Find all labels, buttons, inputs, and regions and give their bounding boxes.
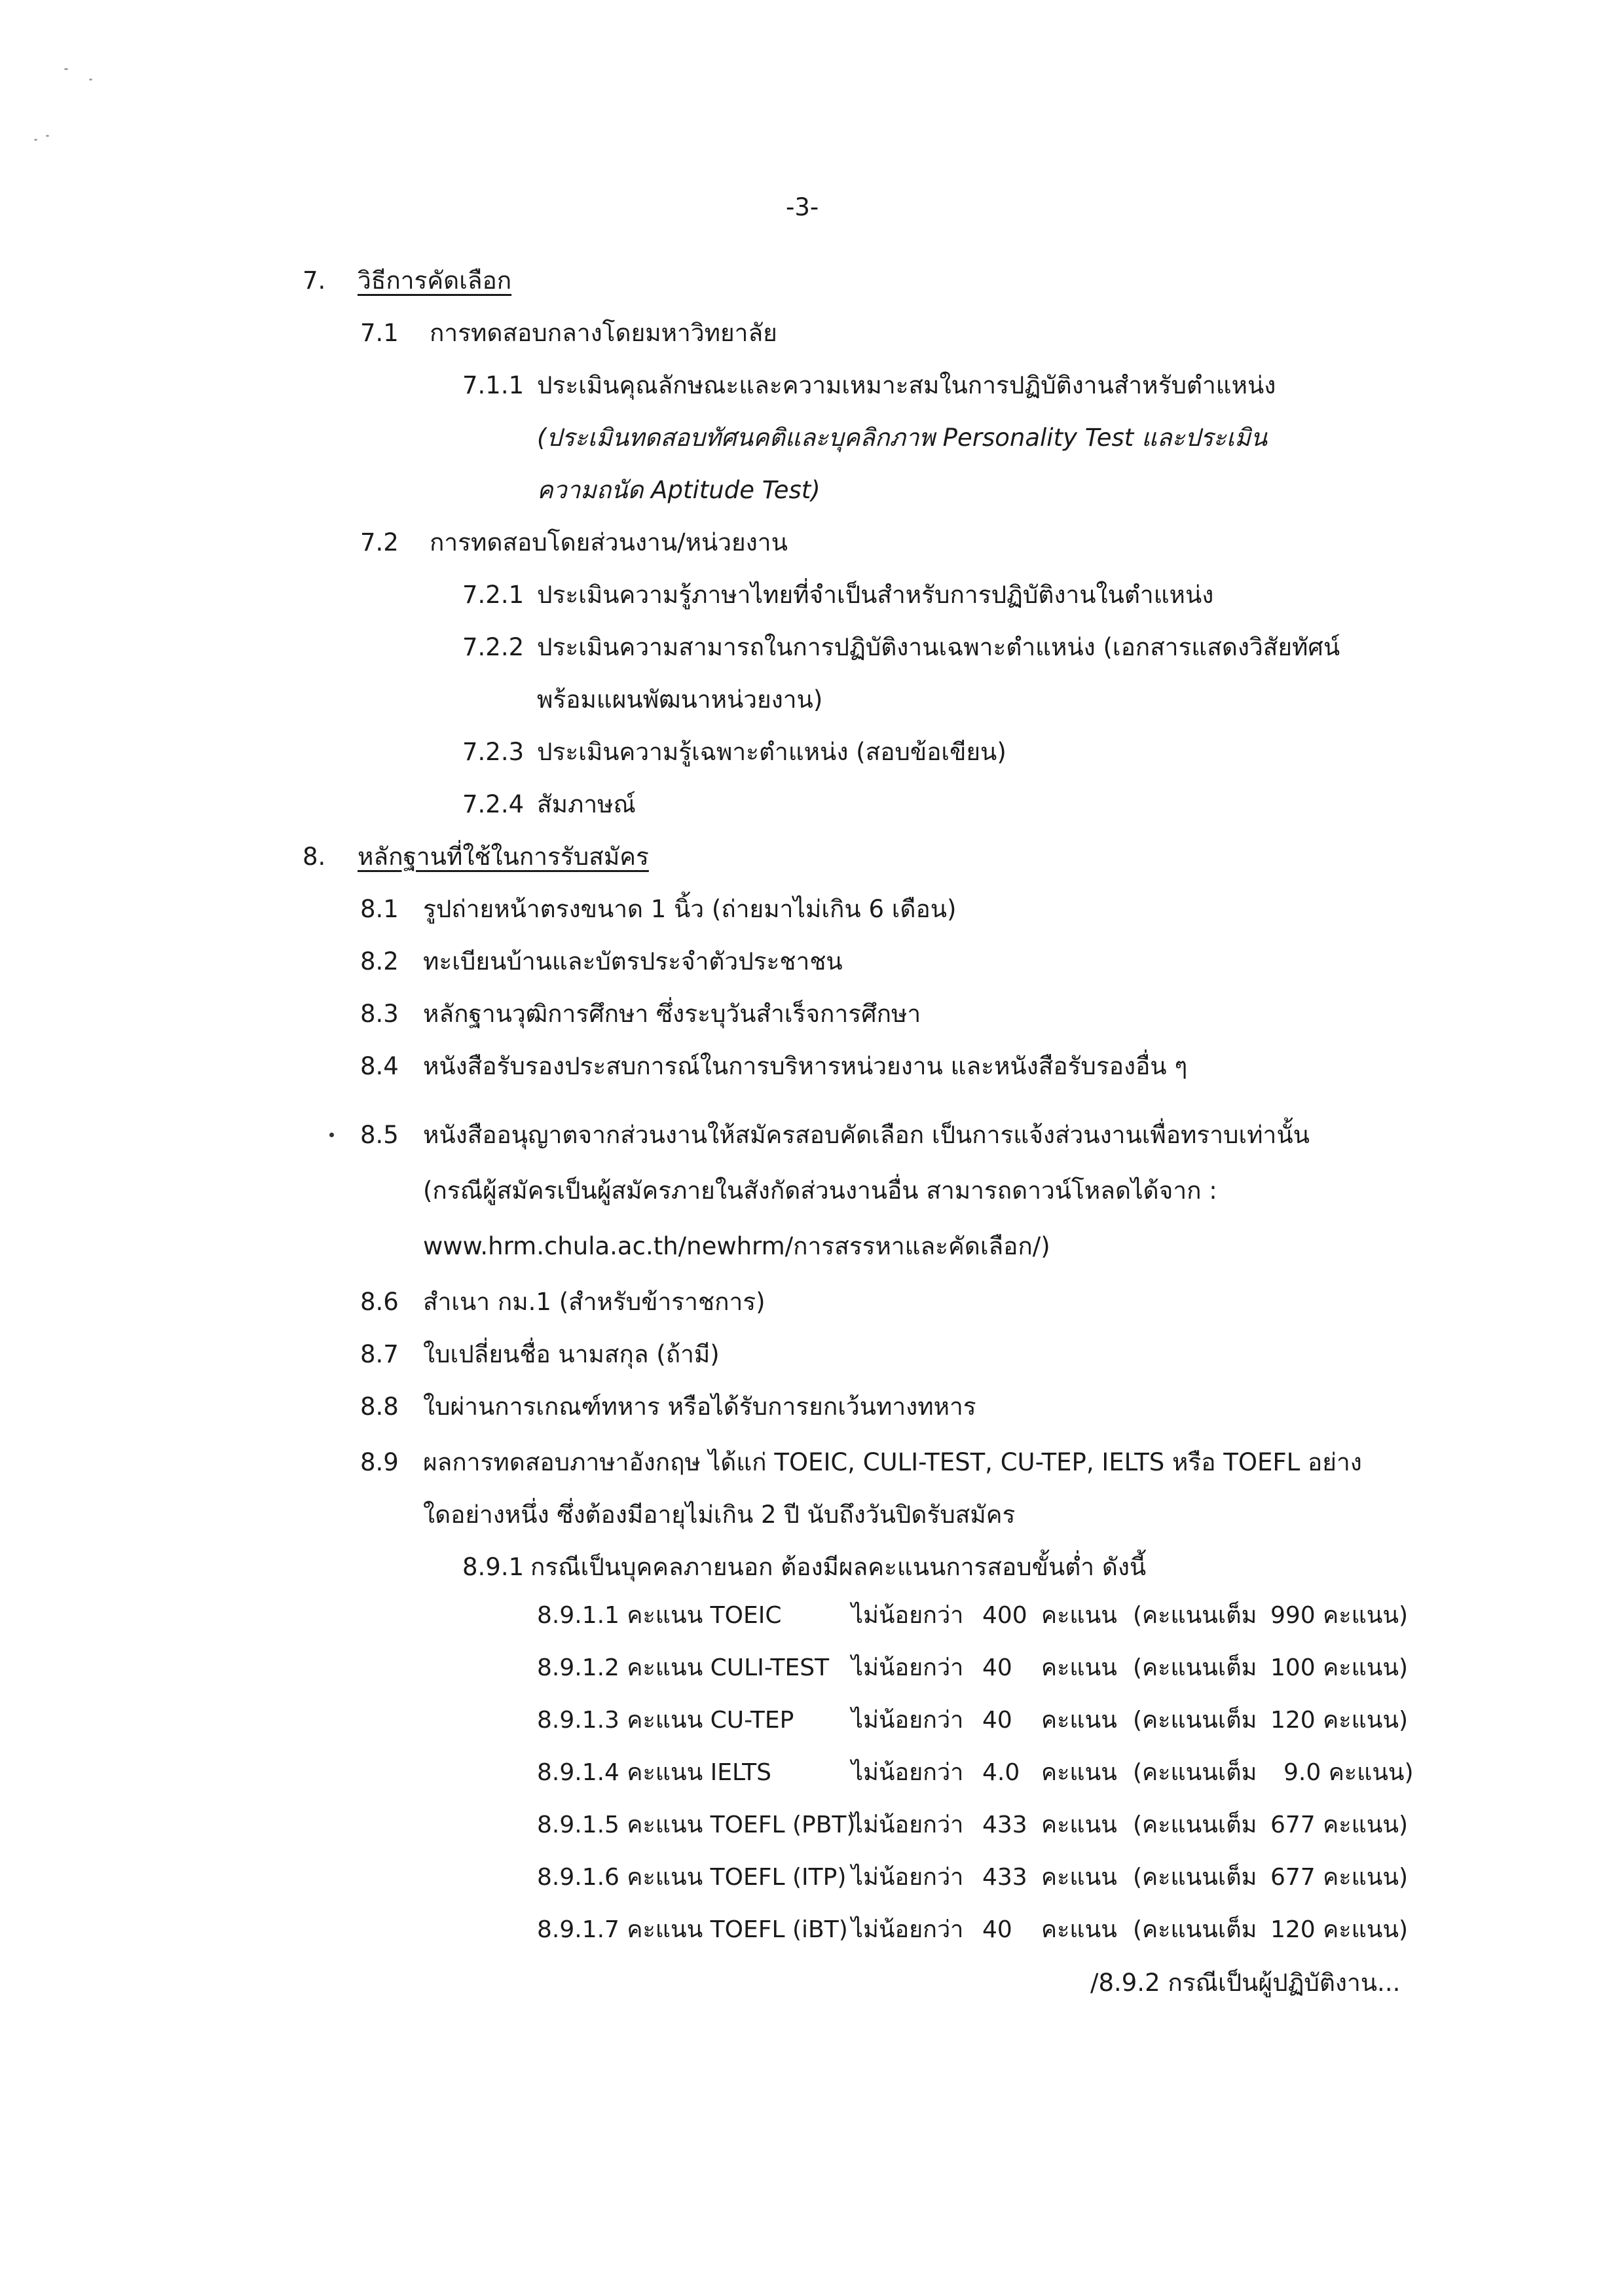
item-8-3-text: หลักฐานวุฒิการศึกษา ซึ่งระบุวันสำเร็จการศึกษา: [423, 1000, 921, 1028]
item-8-1-text: รูปถ่ายหน้าตรงขนาด 1 นิ้ว (ถ่ายมาไม่เกิน 6 เดือน): [423, 895, 957, 923]
score-full-text: (คะแนนเต็ม: [1133, 1916, 1257, 1943]
score-min-text: ไม่น้อยกว่า: [851, 1812, 964, 1838]
score-full-text: (คะแนนเต็ม: [1133, 1864, 1257, 1891]
section-7-1-1-line3: ความถนัด Aptitude Test): [537, 476, 821, 504]
score-unit: คะแนน: [1041, 1654, 1117, 1681]
score-label: 8.9.1.5 คะแนน TOEFL (PBT): [537, 1812, 856, 1838]
score-unit: คะแนน: [1041, 1707, 1117, 1734]
score-min-value: 433: [982, 1812, 1027, 1838]
score-min-value: 400: [982, 1602, 1027, 1629]
score-label: 8.9.1.7 คะแนน TOEFL (iBT): [537, 1916, 848, 1943]
item-8-7-text: ใบเปลี่ยนชื่อ นามสกุล (ถ้ามี): [423, 1340, 720, 1368]
score-label: 8.9.1.1 คะแนน TOEIC: [537, 1602, 782, 1629]
item-8-6-text: สำเนา กม.1 (สำหรับข้าราชการ): [423, 1288, 766, 1316]
score-min-text: ไม่น้อยกว่า: [851, 1707, 964, 1734]
score-min-value: 40: [982, 1707, 1012, 1734]
item-8-8-number: 8.8: [360, 1393, 399, 1421]
score-min-value: 433: [982, 1864, 1027, 1891]
section-7-1-title: การทดสอบกลางโดยมหาวิทยาลัย: [430, 319, 777, 347]
item-8-7-number: 8.7: [360, 1340, 399, 1368]
score-min-value: 40: [982, 1916, 1012, 1943]
score-label: 8.9.1.3 คะแนน CU-TEP: [537, 1707, 794, 1734]
score-full-text: (คะแนนเต็ม: [1133, 1759, 1257, 1786]
score-full-text: (คะแนนเต็ม: [1133, 1654, 1257, 1681]
continuation-note: /8.9.2 กรณีเป็นผู้ปฏิบัติงาน...: [1090, 1969, 1401, 1997]
section-7-2-1-number: 7.2.1: [462, 581, 525, 609]
item-8-9-1-title: กรณีเป็นบุคคลภายนอก ต้องมีผลคะแนนการสอบขั้นต่ำ ดังนี้: [530, 1553, 1147, 1581]
item-8-4-number: 8.4: [360, 1052, 399, 1080]
score-full-text: (คะแนนเต็ม: [1133, 1812, 1257, 1838]
score-full-value: 990 คะแนน): [1270, 1602, 1409, 1629]
score-min-text: ไม่น้อยกว่า: [851, 1759, 964, 1786]
item-8-5-number: 8.5: [360, 1121, 399, 1149]
section-7-title: วิธีการคัดเลือก: [358, 266, 512, 295]
score-full-value: 120 คะแนน): [1270, 1916, 1409, 1943]
score-min-value: 4.0: [982, 1759, 1020, 1786]
section-7-2-1-text: ประเมินความรู้ภาษาไทยที่จำเป็นสำหรับการปฏิบัติงานในตำแหน่ง: [537, 581, 1214, 609]
section-7-2-2-line2: พร้อมแผนพัฒนาหน่วยงาน): [537, 685, 823, 714]
item-8-2-text: ทะเบียนบ้านและบัตรประจำตัวประชาชน: [423, 947, 843, 975]
score-unit: คะแนน: [1041, 1916, 1117, 1943]
score-unit: คะแนน: [1041, 1812, 1117, 1838]
score-min-text: ไม่น้อยกว่า: [851, 1602, 964, 1629]
item-8-6-number: 8.6: [360, 1288, 399, 1316]
score-min-text: ไม่น้อยกว่า: [851, 1864, 964, 1891]
score-unit: คะแนน: [1041, 1602, 1117, 1629]
item-8-9-line1: ผลการทดสอบภาษาอังกฤษ ได้แก่ TOEIC, CULI-TEST, CU-TEP, IELTS หรือ TOEFL อย่าง: [423, 1448, 1362, 1476]
score-label: 8.9.1.6 คะแนน TOEFL (ITP): [537, 1864, 847, 1891]
item-8-9-1-number: 8.9.1: [462, 1553, 525, 1581]
section-7-2-number: 7.2: [360, 528, 399, 556]
score-full-text: (คะแนนเต็ม: [1133, 1707, 1257, 1734]
scan-speck: [329, 1133, 334, 1137]
score-full-text: (คะแนนเต็ม: [1133, 1602, 1257, 1629]
item-8-5-line1: หนังสืออนุญาตจากส่วนงานให้สมัครสอบคัดเลือก เป็นการแจ้งส่วนงานเพื่อทราบเท่านั้น: [423, 1121, 1310, 1149]
section-7-2-4-text: สัมภาษณ์: [537, 790, 636, 818]
section-7-1-1-number: 7.1.1: [462, 371, 525, 399]
section-7-2-2-number: 7.2.2: [462, 633, 525, 661]
item-8-4-text: หนังสือรับรองประสบการณ์ในการบริหารหน่วยงาน และหนังสือรับรองอื่น ๆ: [423, 1052, 1188, 1080]
item-8-5-line2: (กรณีผู้สมัครเป็นผู้สมัครภายในสังกัดส่วนงานอื่น สามารถดาวน์โหลดได้จาก :: [423, 1176, 1217, 1205]
item-8-8-text: ใบผ่านการเกณฑ์ทหาร หรือได้รับการยกเว้นทางทหาร: [423, 1393, 976, 1421]
item-8-9-number: 8.9: [360, 1448, 399, 1476]
section-7-1-number: 7.1: [360, 319, 399, 347]
score-unit: คะแนน: [1041, 1759, 1117, 1786]
score-full-value: 677 คะแนน): [1270, 1812, 1409, 1838]
score-unit: คะแนน: [1041, 1864, 1117, 1891]
score-full-value: 100 คะแนน): [1270, 1654, 1409, 1681]
section-7-1-1-line1: ประเมินคุณลักษณะและความเหมาะสมในการปฏิบัติงานสำหรับตำแหน่ง: [537, 371, 1276, 399]
score-min-text: ไม่น้อยกว่า: [851, 1654, 964, 1681]
section-7-2-3-text: ประเมินความรู้เฉพาะตำแหน่ง (สอบข้อเขียน): [537, 738, 1006, 766]
score-min-text: ไม่น้อยกว่า: [851, 1916, 964, 1943]
score-label: 8.9.1.2 คะแนน CULI-TEST: [537, 1654, 830, 1681]
item-8-9-line2: ใดอย่างหนึ่ง ซึ่งต้องมีอายุไม่เกิน 2 ปี นับถึงวันปิดรับสมัคร: [423, 1501, 1016, 1529]
score-full-value: 120 คะแนน): [1270, 1707, 1409, 1734]
section-7-1-1-line2: (ประเมินทดสอบทัศนคติและบุคลิกภาพ Personality Test และประเมิน: [537, 424, 1268, 452]
item-8-5-line3: www.hrm.chula.ac.th/newhrm/การสรรหาและคัดเลือก/): [423, 1232, 1050, 1260]
section-7-2-2-line1: ประเมินความสามารถในการปฏิบัติงานเฉพาะตำแหน่ง (เอกสารแสดงวิสัยทัศน์: [537, 633, 1340, 661]
item-8-1-number: 8.1: [360, 895, 399, 923]
section-8-number: 8.: [303, 843, 326, 871]
score-min-value: 40: [982, 1654, 1012, 1681]
scan-speck: [64, 68, 68, 70]
score-full-value: 677 คะแนน): [1270, 1864, 1409, 1891]
score-full-value: 9.0 คะแนน): [1283, 1759, 1414, 1786]
scan-speck: [89, 79, 92, 81]
item-8-3-number: 8.3: [360, 1000, 399, 1028]
section-7-2-4-number: 7.2.4: [462, 790, 525, 818]
section-7-2-title: การทดสอบโดยส่วนงาน/หน่วยงาน: [430, 528, 788, 556]
item-8-2-number: 8.2: [360, 947, 399, 975]
section-7-2-3-number: 7.2.3: [462, 738, 525, 766]
section-8-title: หลักฐานที่ใช้ในการรับสมัคร: [358, 843, 649, 871]
scan-speck: [46, 135, 49, 137]
scan-speck: [34, 139, 37, 141]
score-label: 8.9.1.4 คะแนน IELTS: [537, 1759, 771, 1786]
section-7-number: 7.: [303, 266, 326, 295]
page-number: -3-: [786, 193, 819, 221]
